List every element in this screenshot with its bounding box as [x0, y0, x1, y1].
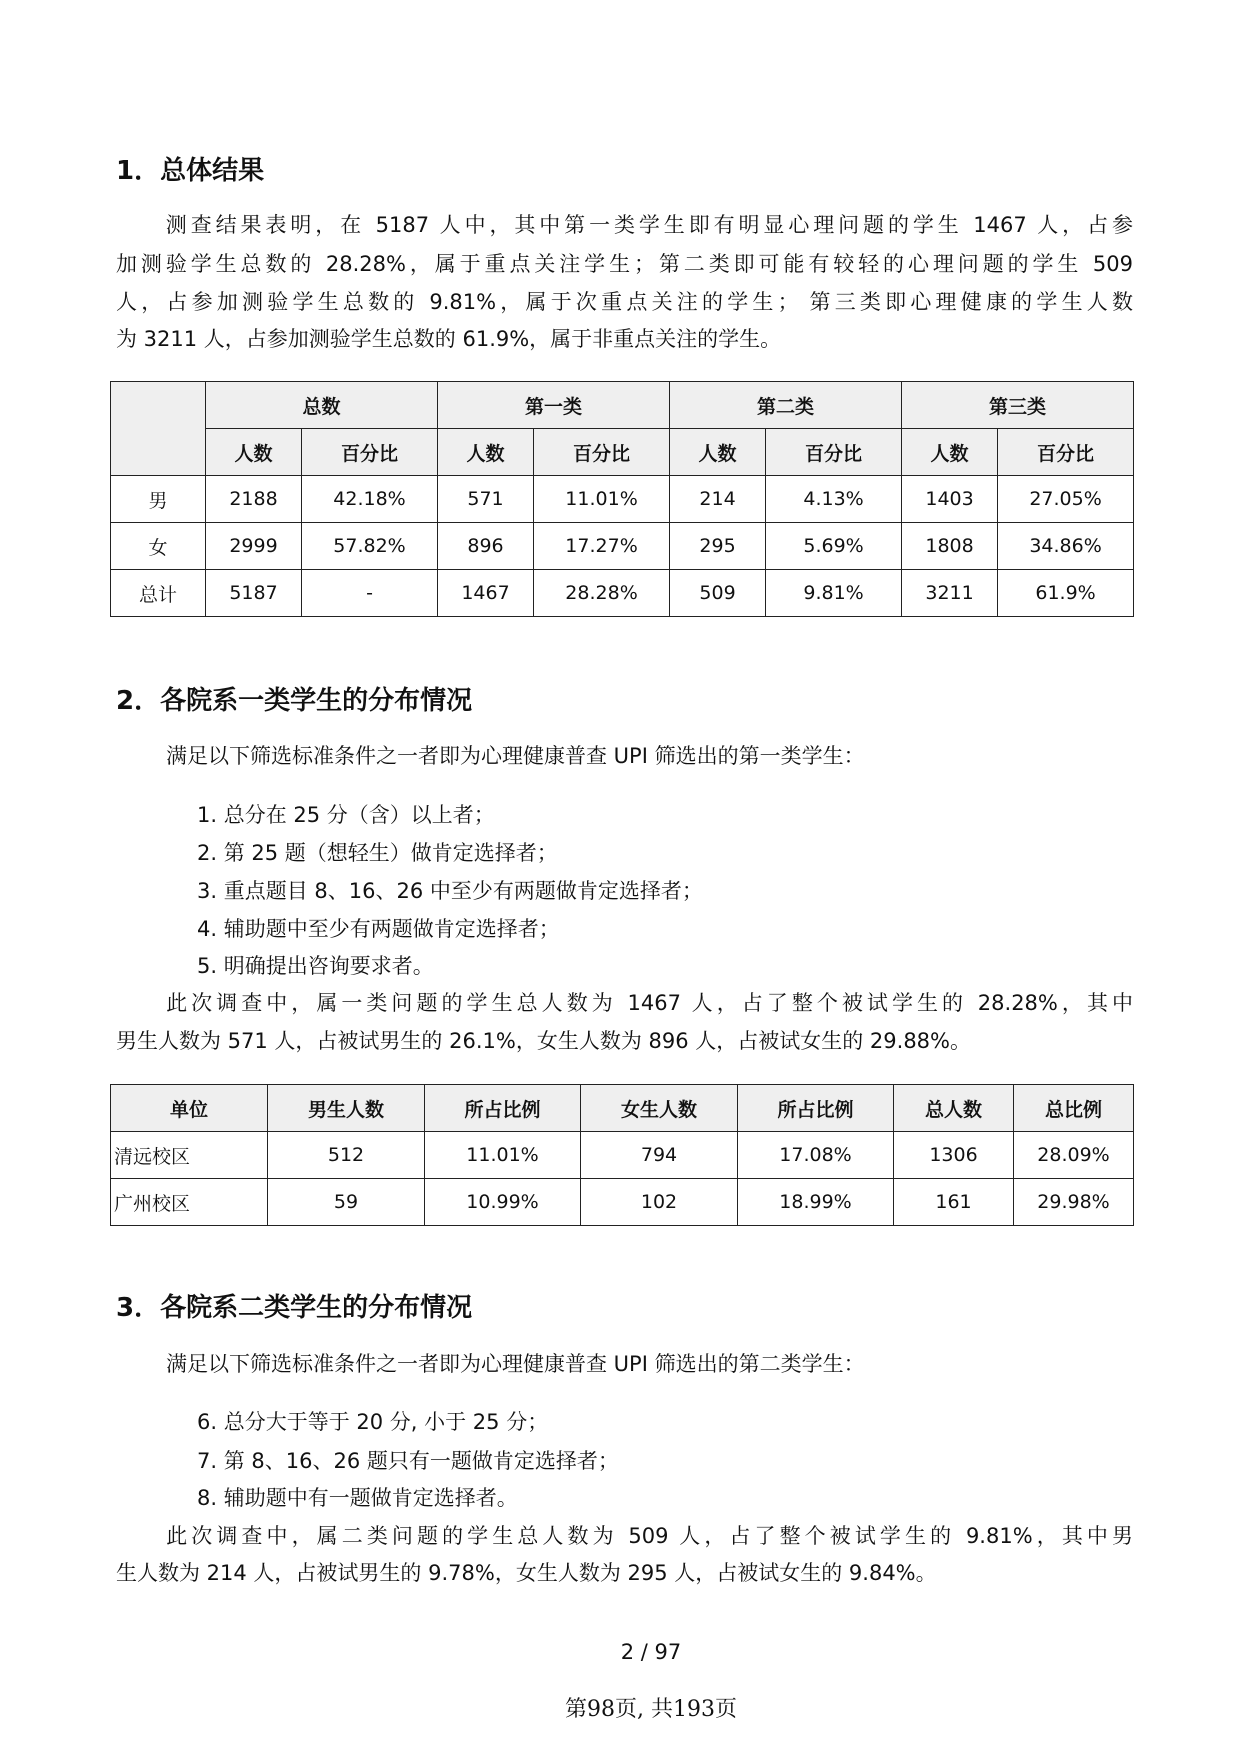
group-header: 第二类	[670, 382, 902, 429]
campus-distribution-table	[110, 1084, 1134, 1226]
table-cell: -	[302, 570, 438, 617]
list-item: 4. 辅助题中至少有两题做肯定选择者；	[197, 917, 560, 941]
overall-results-table	[110, 381, 1134, 617]
table-cell: 29.98%	[1014, 1179, 1134, 1226]
table-row	[111, 476, 1134, 523]
paragraph-line: 测查结果表明，在 5187 人中，其中第一类学生即有明显心理问题的学生 1467 人，占参	[116, 213, 1133, 237]
row-label: 女	[111, 523, 206, 570]
table-cell: 896	[438, 523, 534, 570]
table-cell: 11.01%	[534, 476, 670, 523]
section-3-title: 3．各院系二类学生的分布情况	[116, 1293, 473, 1323]
table-cell: 28.09%	[1014, 1132, 1134, 1179]
table-cell: 512	[268, 1132, 425, 1179]
table-cell: 17.08%	[738, 1132, 894, 1179]
row-label: 男	[111, 476, 206, 523]
sub-header: 百分比	[766, 429, 902, 476]
column-header: 女生人数	[581, 1085, 738, 1132]
table-cell: 11.01%	[425, 1132, 581, 1179]
table-cell: 214	[670, 476, 766, 523]
column-header: 男生人数	[268, 1085, 425, 1132]
sub-header: 人数	[670, 429, 766, 476]
column-header: 所占比例	[425, 1085, 581, 1132]
sub-header: 人数	[902, 429, 998, 476]
table-cell: 17.27%	[534, 523, 670, 570]
table-cell: 18.99%	[738, 1179, 894, 1226]
paragraph-line: 此次调查中，属二类问题的学生总人数为 509 人，占了整个被试学生的 9.81%，其中男	[116, 1524, 1133, 1548]
table-cell: 1808	[902, 523, 998, 570]
table-row	[111, 570, 1134, 617]
corner-cell	[111, 382, 206, 476]
table-cell: 1467	[438, 570, 534, 617]
table-cell: 9.81%	[766, 570, 902, 617]
row-label: 清远校区	[111, 1132, 268, 1179]
table-cell: 102	[581, 1179, 738, 1226]
list-item: 8. 辅助题中有一题做肯定选择者。	[197, 1486, 518, 1510]
table-cell: 2999	[206, 523, 302, 570]
table-cell: 57.82%	[302, 523, 438, 570]
table-cell: 5.69%	[766, 523, 902, 570]
table-cell: 571	[438, 476, 534, 523]
list-item: 7. 第 8、16、26 题只有一题做肯定选择者；	[197, 1449, 619, 1473]
group-header: 总数	[206, 382, 438, 429]
paragraph-line: 加测验学生总数的 28.28%，属于重点关注学生；第二类即可能有较轻的心理问题的学生 509	[116, 252, 1133, 276]
list-item: 5. 明确提出咨询要求者。	[197, 954, 434, 978]
table-row	[111, 523, 1134, 570]
table-cell: 161	[894, 1179, 1014, 1226]
list-item: 1. 总分在 25 分（含）以上者；	[197, 803, 495, 827]
paragraph-line: 满足以下筛选标准条件之一者即为心理健康普查 UPI 筛选出的第一类学生：	[166, 744, 865, 768]
page-footer: 第98页, 共193页	[565, 1697, 737, 1722]
table-cell: 509	[670, 570, 766, 617]
sub-header: 百分比	[998, 429, 1134, 476]
table-cell: 34.86%	[998, 523, 1134, 570]
table-row	[111, 1132, 1134, 1179]
table-cell: 5187	[206, 570, 302, 617]
table-cell: 295	[670, 523, 766, 570]
sub-header: 人数	[438, 429, 534, 476]
sub-header: 人数	[206, 429, 302, 476]
section-2-title: 2．各院系一类学生的分布情况	[116, 686, 473, 716]
row-label: 总计	[111, 570, 206, 617]
table-cell: 59	[268, 1179, 425, 1226]
paragraph-line: 为 3211 人，占参加测验学生总数的 61.9%，属于非重点关注的学生。	[116, 327, 782, 351]
table-cell: 10.99%	[425, 1179, 581, 1226]
paragraph-line: 人，占参加测验学生总数的 9.81%，属于次重点关注的学生； 第三类即心理健康的学生人数	[116, 290, 1133, 314]
column-header: 所占比例	[738, 1085, 894, 1132]
table-cell: 1403	[902, 476, 998, 523]
paragraph-line: 此次调查中，属一类问题的学生总人数为 1467 人，占了整个被试学生的 28.28%，其中	[116, 991, 1133, 1015]
table-cell: 3211	[902, 570, 998, 617]
table-cell: 27.05%	[998, 476, 1134, 523]
table-cell: 1306	[894, 1132, 1014, 1179]
table-cell: 2188	[206, 476, 302, 523]
group-header: 第一类	[438, 382, 670, 429]
sub-header: 百分比	[534, 429, 670, 476]
table-cell: 61.9%	[998, 570, 1134, 617]
list-item: 6. 总分大于等于 20 分, 小于 25 分；	[197, 1410, 549, 1434]
row-label: 广州校区	[111, 1179, 268, 1226]
page-number: 2 / 97	[620, 1640, 682, 1664]
table-row	[111, 1179, 1134, 1226]
paragraph-line: 满足以下筛选标准条件之一者即为心理健康普查 UPI 筛选出的第二类学生：	[166, 1352, 865, 1376]
list-item: 2. 第 25 题（想轻生）做肯定选择者；	[197, 841, 558, 865]
sub-header: 百分比	[302, 429, 438, 476]
section-1-title: 1．总体结果	[116, 156, 265, 186]
paragraph-line: 生人数为 214 人，占被试男生的 9.78%，女生人数为 295 人，占被试女生的 9.84%。	[116, 1561, 937, 1585]
column-header: 单位	[111, 1085, 268, 1132]
table-cell: 4.13%	[766, 476, 902, 523]
paragraph-line: 男生人数为 571 人，占被试男生的 26.1%，女生人数为 896 人，占被试女生的 29.88%。	[116, 1029, 971, 1053]
list-item: 3. 重点题目 8、16、26 中至少有两题做肯定选择者；	[197, 879, 703, 903]
column-header: 总比例	[1014, 1085, 1134, 1132]
group-header: 第三类	[902, 382, 1134, 429]
table-cell: 42.18%	[302, 476, 438, 523]
table-cell: 28.28%	[534, 570, 670, 617]
table-cell: 794	[581, 1132, 738, 1179]
column-header: 总人数	[894, 1085, 1014, 1132]
